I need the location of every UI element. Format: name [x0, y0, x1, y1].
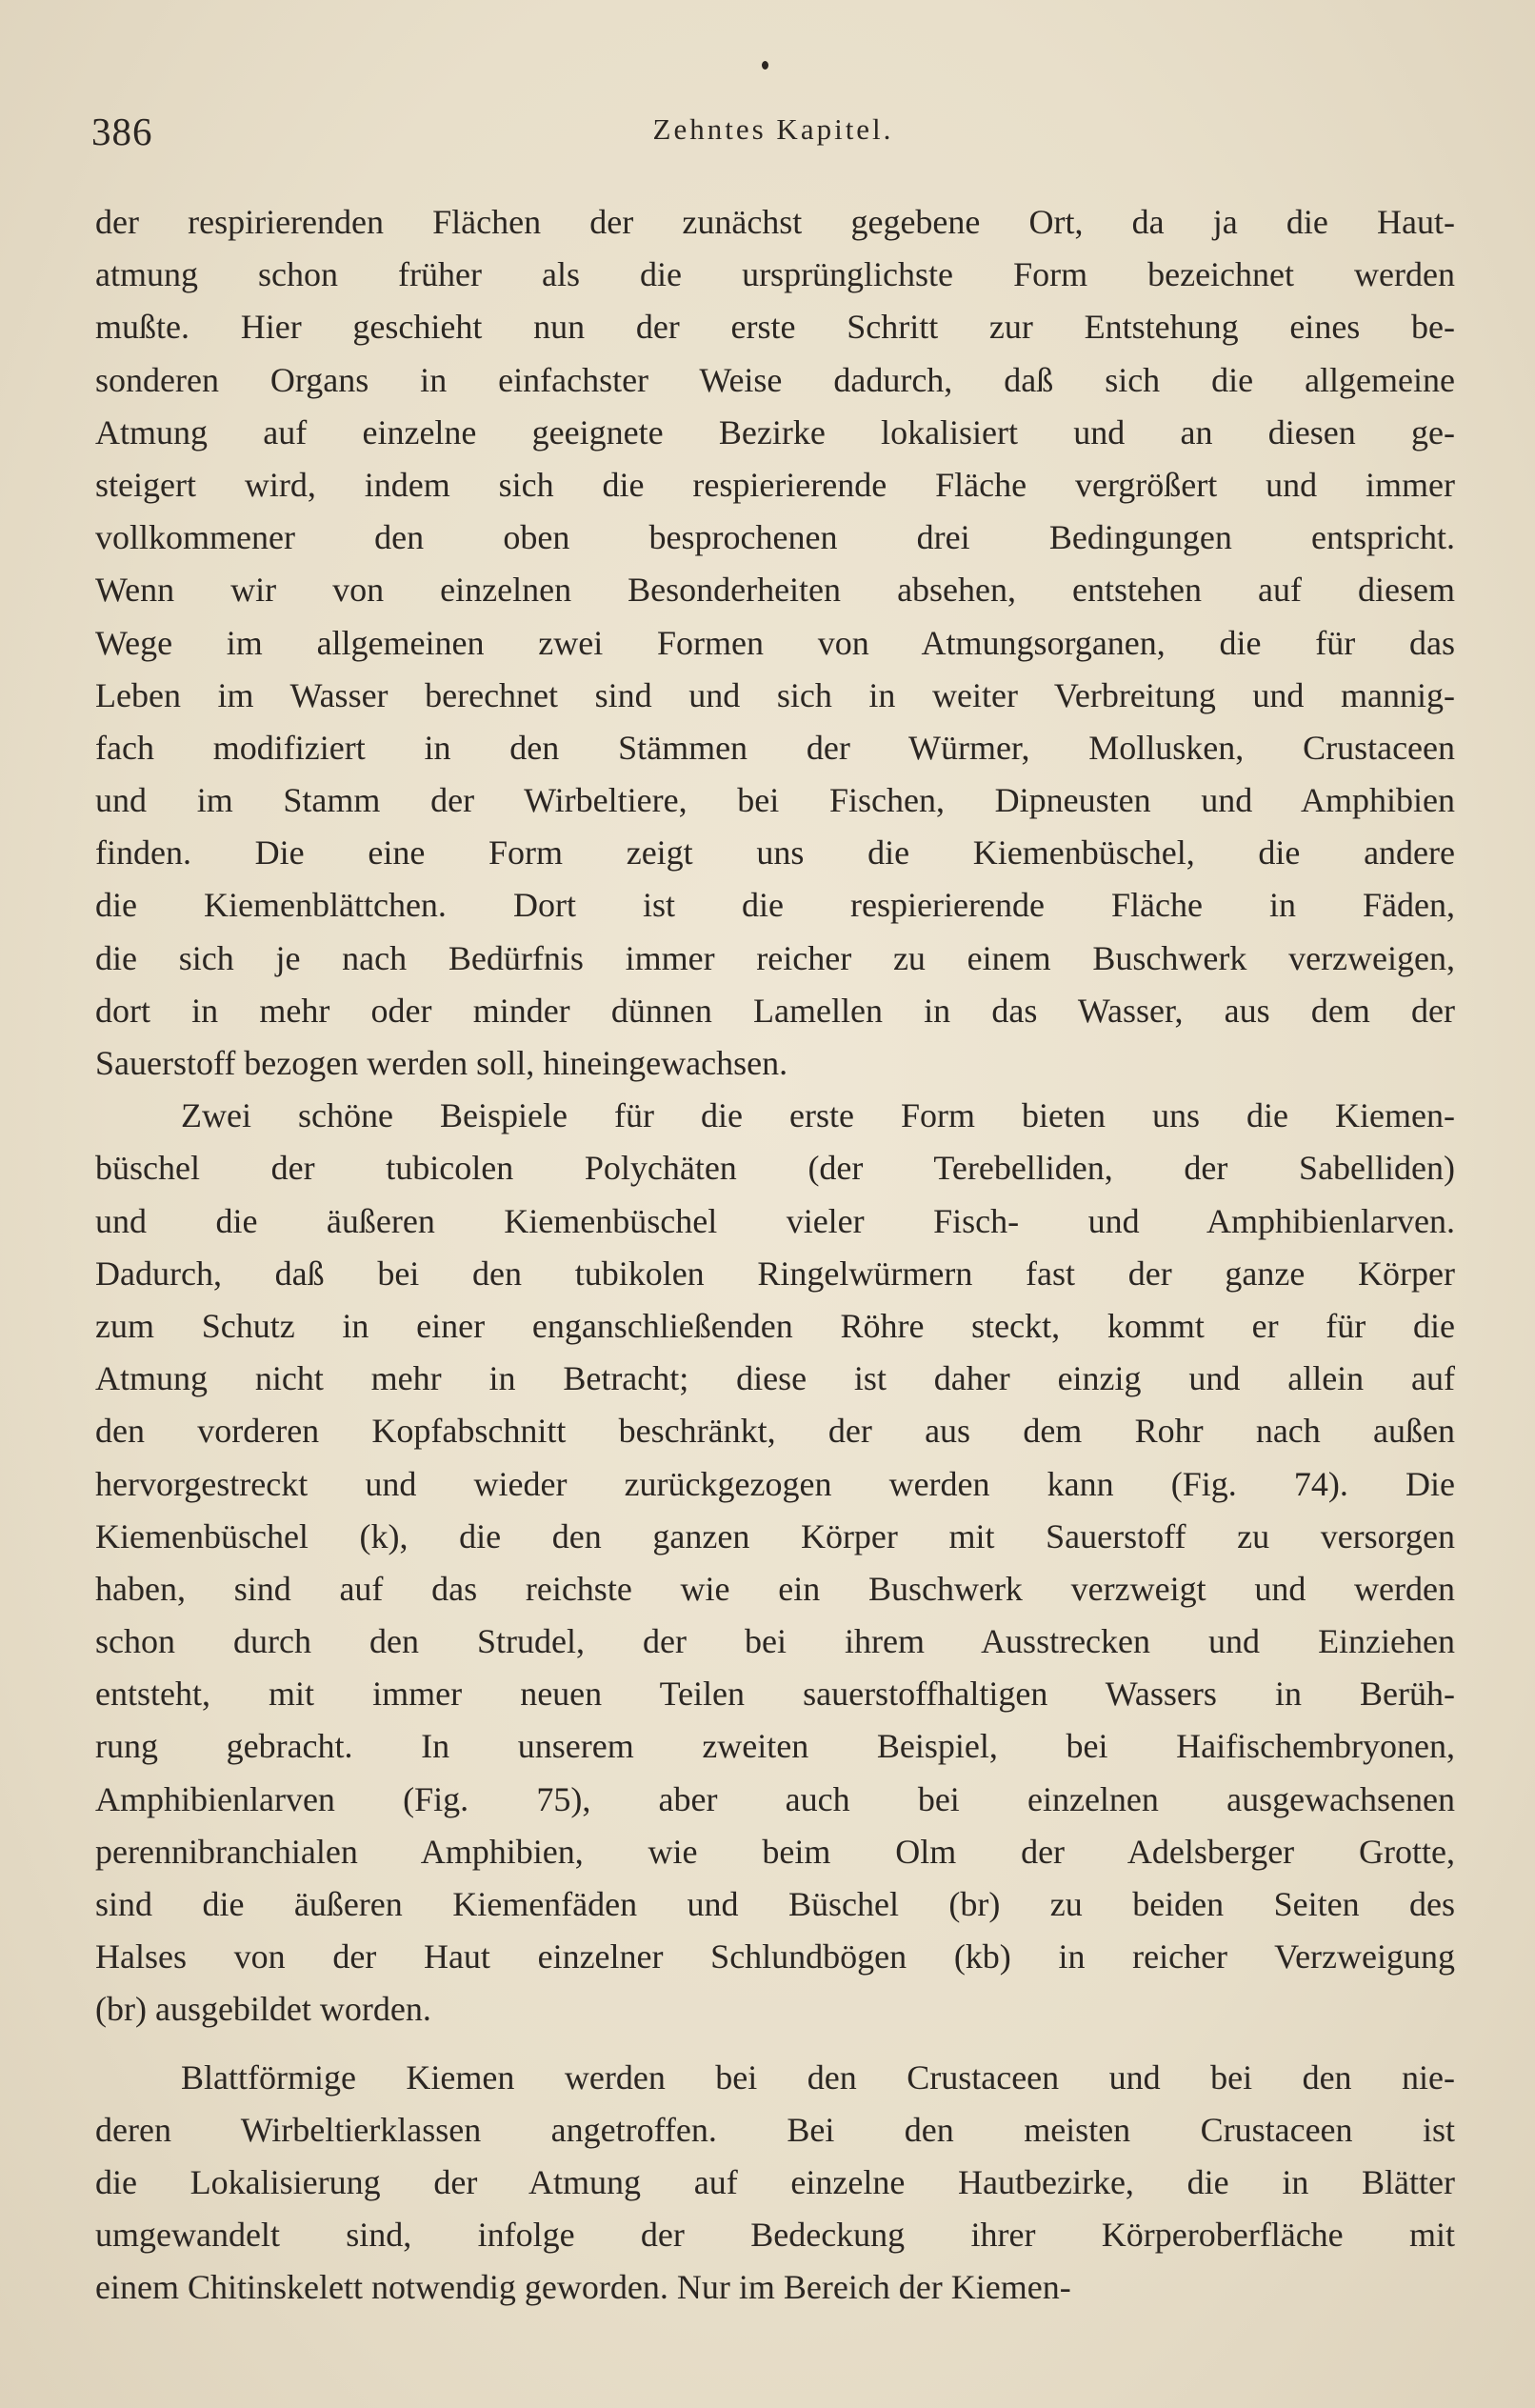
text-line: die sich je nach Bedürfnis immer reicher zu einem Buschwerk verzweigen, — [95, 938, 1455, 977]
text-line: sind die äußeren Kiemenfäden und Büschel (br) zu beiden Seiten des — [95, 1885, 1455, 1923]
text-line: Atmung nicht mehr in Betracht; diese ist daher einzig und allein auf — [95, 1359, 1455, 1398]
text-line: sonderen Organs in einfachster Weise dadurch, daß sich die allgemeine — [95, 360, 1455, 399]
body-text — [95, 196, 1455, 2315]
text-line: zum Schutz in einer enganschließenden Röhre steckt, kommt er für die — [95, 1306, 1455, 1345]
text-line: die Lokalisierung der Atmung auf einzelne Hautbezirke, die in Blätter — [95, 2162, 1455, 2201]
text-line: finden. Die eine Form zeigt uns die Kiemenbüschel, die andere — [95, 833, 1455, 873]
text-line: und im Stamm der Wirbeltiere, bei Fischen, Dipneusten und Amphibien — [95, 781, 1455, 820]
paragraph — [95, 1090, 1455, 2036]
text-line: Dadurch, daß bei den tubikolen Ringelwürmern fast der ganze Körper — [95, 1254, 1455, 1293]
text-line: Wenn wir von einzelnen Besonderheiten absehen, entstehen auf diesem — [95, 571, 1455, 610]
text-line: einem Chitinskelett notwendig geworden. Nur im Bereich der Kiemen- — [95, 2268, 1071, 2307]
paragraph — [95, 196, 1455, 1090]
text-line: vollkommener den oben besprochenen drei Bedingungen entspricht. — [95, 518, 1455, 557]
text-line: atmung schon früher als die ursprünglichste Form bezeichnet werden — [95, 255, 1455, 294]
print-speck — [762, 61, 768, 70]
text-line: büschel der tubicolen Polychäten (der Terebelliden, der Sabelliden) — [95, 1149, 1455, 1188]
text-line: deren Wirbeltierklassen angetroffen. Bei den meisten Crustaceen ist — [95, 2110, 1455, 2149]
text-line: und die äußeren Kiemenbüschel vieler Fisch- und Amphibienlarven. — [95, 1201, 1455, 1240]
text-line: die Kiemenblättchen. Dort ist die respierierende Fläche in Fäden, — [95, 886, 1455, 925]
text-line: hervorgestreckt und wieder zurückgezogen werden kann (Fig. 74). Die — [95, 1464, 1455, 1503]
text-line: fach modifiziert in den Stämmen der Würmer, Mollusken, Crustaceen — [95, 728, 1455, 767]
text-line: perennibranchialen Amphibien, wie beim Olm der Adelsberger Grotte, — [95, 1832, 1455, 1871]
text-line: haben, sind auf das reichste wie ein Buschwerk verzweigt und werden — [95, 1569, 1455, 1608]
text-line: entsteht, mit immer neuen Teilen sauerstoffhaltigen Wassers in Berüh- — [95, 1675, 1455, 1714]
text-line: mußte. Hier geschieht nun der erste Schritt zur Entstehung eines be- — [95, 308, 1455, 347]
paragraph-gap — [95, 2037, 1455, 2052]
page-number: 386 — [91, 110, 153, 153]
running-head: Zehntes Kapitel. — [652, 112, 894, 146]
text-line: umgewandelt sind, infolge der Bedeckung ihrer Körperoberfläche mit — [95, 2216, 1455, 2255]
text-line: Sauerstoff bezogen werden soll, hineingewachsen. — [95, 1044, 788, 1082]
page-header — [91, 103, 1455, 160]
text-line: Amphibienlarven (Fig. 75), aber auch bei einzelnen ausgewachsenen — [95, 1779, 1455, 1818]
text-line: Zwei schöne Beispiele für die erste Form bieten uns die Kiemen- — [181, 1096, 1455, 1135]
text-line: schon durch den Strudel, der bei ihrem Ausstrecken und Einziehen — [95, 1622, 1455, 1661]
text-line: den vorderen Kopfabschnitt beschränkt, der aus dem Rohr nach außen — [95, 1412, 1455, 1451]
text-line: Kiemenbüschel (k), die den ganzen Körper mit Sauerstoff zu versorgen — [95, 1516, 1455, 1555]
text-line: rung gebracht. In unserem zweiten Beispiel, bei Haifischembryonen, — [95, 1727, 1455, 1766]
text-line: Wege im allgemeinen zwei Formen von Atmungsorganen, die für das — [95, 623, 1455, 662]
text-line: steigert wird, indem sich die respierierende Fläche vergrößert und immer — [95, 465, 1455, 504]
text-line: der respirierenden Flächen der zunächst gegebene Ort, da ja die Haut- — [95, 203, 1455, 241]
text-line: (br) ausgebildet worden. — [95, 1990, 431, 2029]
text-line: Blattförmige Kiemen werden bei den Crustaceen und bei den nie- — [181, 2057, 1455, 2097]
text-line: Leben im Wasser berechnet sind und sich in weiter Verbreitung und mannig- — [95, 675, 1455, 714]
text-line: dort in mehr oder minder dünnen Lamellen in das Wasser, aus dem der — [95, 991, 1455, 1030]
text-line: Halses von der Haut einzelner Schlundbögen (kb) in reicher Verzweigung — [95, 1937, 1455, 1977]
text-line: Atmung auf einzelne geeignete Bezirke lokalisiert und an diesen ge- — [95, 412, 1455, 452]
paragraph — [95, 2052, 1455, 2315]
